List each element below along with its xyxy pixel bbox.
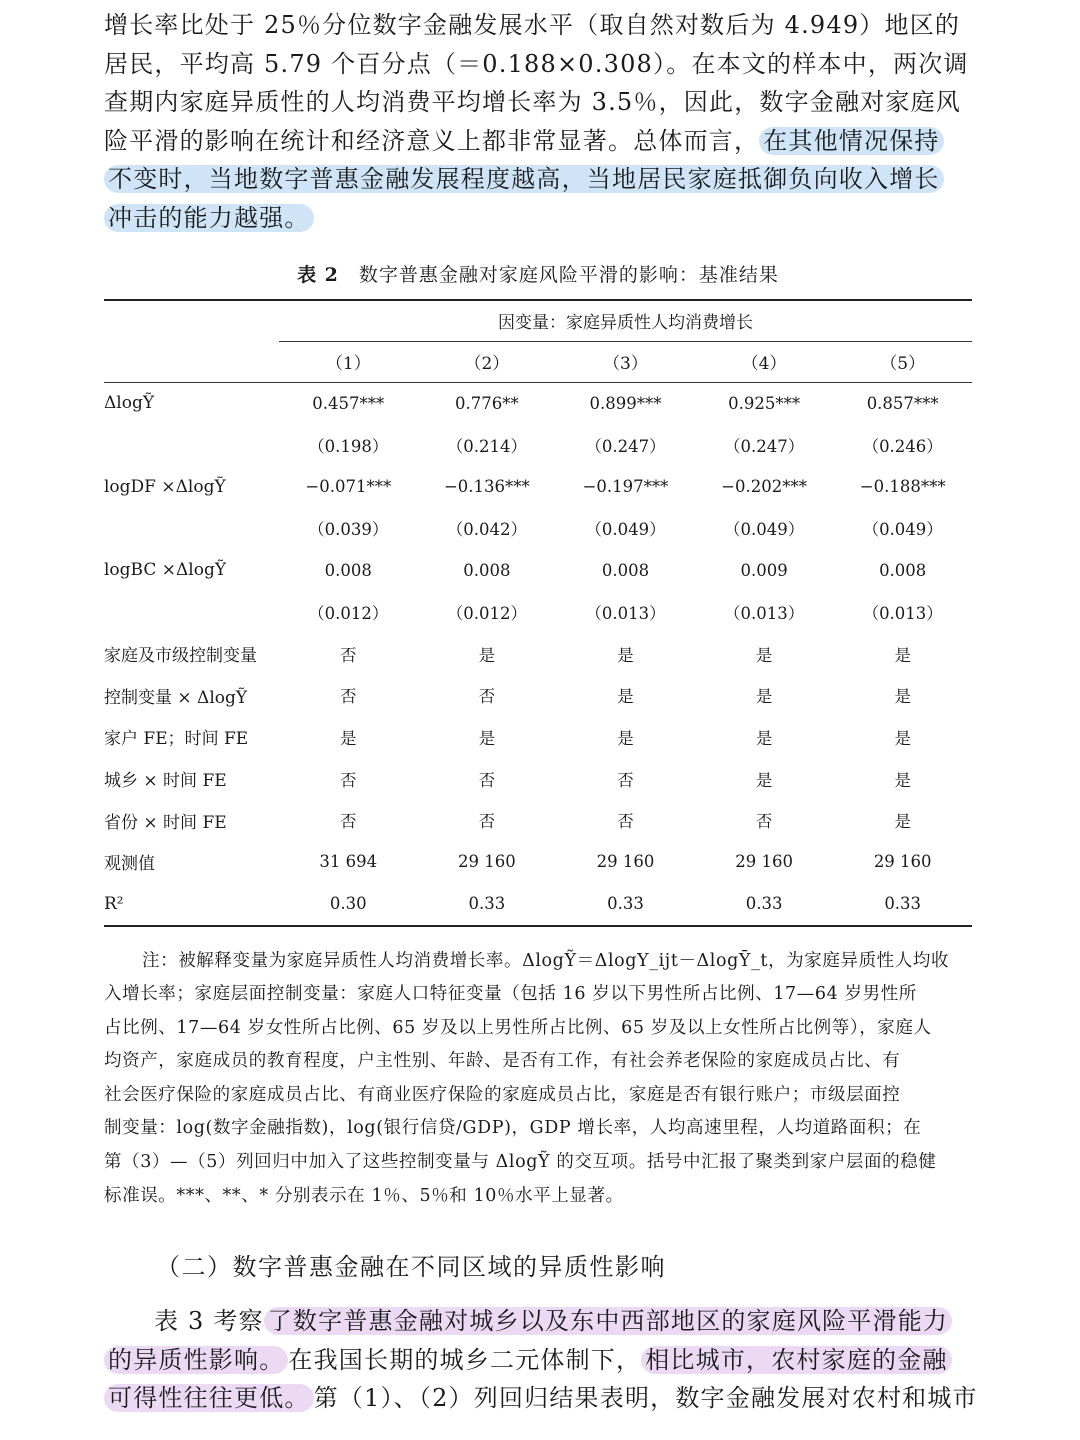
table-cell: 0.008 [879, 560, 927, 580]
table-row [104, 466, 972, 508]
table-cell: −0.071*** [305, 477, 392, 497]
text-line [104, 199, 972, 238]
body-paragraph-2 [104, 1302, 978, 1418]
table-row [104, 591, 972, 633]
table-cell: 是 [894, 645, 911, 665]
note-line: 第（3）—（5）列回归中加入了这些控制变量与 ΔlogỸ 的交互项。括号中汇报了聚类到家户层面的稳健 [104, 1152, 937, 1173]
table-cell: 0.457*** [312, 393, 385, 413]
column-header: （3） [556, 341, 695, 382]
text-line: 居民，平均高 5.79 个百分点（＝0.188×0.308）。在本文的样本中，两次调 [104, 49, 969, 78]
table-row [104, 633, 972, 675]
table-cell: 是 [617, 687, 634, 707]
column-header: （5） [833, 341, 972, 382]
regression-table [104, 299, 972, 927]
table-cell: 0.33 [745, 894, 783, 914]
table-cell: 0.899*** [589, 393, 662, 413]
table-cell: −0.202*** [721, 477, 807, 497]
table-row [104, 799, 972, 841]
row-label: 省份 × 时间 FE [104, 812, 227, 833]
table-cell: 否 [478, 770, 496, 790]
table-cell: 否 [478, 812, 496, 832]
table-cell: 是 [617, 645, 634, 665]
table-cell: （0.039） [308, 520, 389, 540]
table-row [104, 382, 972, 424]
section-heading: （二）数字普惠金融在不同区域的异质性影响 [156, 1253, 666, 1282]
text-segment: 表 3 考察 [154, 1307, 264, 1336]
table-cell: 0.009 [740, 560, 788, 580]
table-cell: 是 [894, 770, 911, 790]
table-row [104, 758, 972, 800]
table-cell: 否 [340, 645, 357, 665]
table-cell: 29 160 [735, 852, 793, 872]
table-cell: 0.33 [468, 894, 506, 914]
note-line: 制变量：log(数字金融指数)，log(银行信贷/GDP)，GDP 增长率，人均高速里程，人均道路面积；在 [104, 1118, 922, 1139]
table-cell: （0.012） [446, 603, 528, 623]
table-cell: （0.246） [862, 437, 943, 457]
text-line [104, 1302, 972, 1341]
table-cell: （0.042） [446, 520, 528, 540]
table-cell: −0.136*** [443, 477, 530, 497]
table-cell: 是 [478, 645, 496, 665]
text-line: 增长率比处于 25％分位数字金融发展水平（取自然对数后为 4.949）地区的 [104, 11, 961, 39]
table-note [104, 945, 972, 1214]
table-cell: 31 694 [319, 852, 378, 872]
highlight-purple: 了数字普惠金融对城乡以及东中西部地区的家庭风险平滑能力 [264, 1307, 952, 1335]
table-caption [104, 260, 972, 287]
table-row [104, 716, 972, 758]
row-label: logDF ×ΔlogỸ [104, 476, 226, 497]
body-paragraph-1 [104, 6, 972, 238]
row-label [104, 591, 279, 633]
row-label [104, 508, 279, 550]
table-cell: （0.013） [862, 603, 943, 623]
note-line: 标准误。***、**、* 分别表示在 1％、5％和 10％水平上显著。 [104, 1185, 624, 1206]
table-cell: 是 [894, 728, 911, 748]
highlight-blue: 不变时，当地数字普惠金融发展程度越高，当地居民家庭抵御负向收入增长 [104, 165, 944, 193]
table-label: 表 2 [297, 263, 339, 286]
column-header: （1） [279, 341, 418, 382]
highlight-purple: 的异质性影响。 [104, 1346, 288, 1374]
highlight-blue: 冲击的能力越强。 [104, 204, 314, 232]
table-cell: 29 160 [458, 852, 516, 872]
table-cell: （0.247） [585, 437, 666, 457]
table-cell: 是 [755, 770, 773, 790]
table-cell: 29 160 [596, 852, 655, 872]
note-line: 注：被解释变量为家庭异质性人均消费增长率。ΔlogỸ＝ΔlogY_ijt－ΔlogȲ_t，为家庭异质性人均收 [142, 950, 950, 971]
table-row [104, 883, 972, 926]
table-cell: 0.30 [329, 894, 367, 914]
table-cell: 0.33 [607, 894, 644, 914]
table-cell: 否 [617, 770, 634, 790]
table-cell: 0.925*** [728, 393, 801, 413]
table-cell: 否 [478, 687, 496, 707]
table-cell: （0.198） [308, 437, 389, 457]
table-header-row [104, 300, 972, 342]
table-cell: 是 [340, 728, 357, 748]
table-row [104, 424, 972, 466]
column-header: （2） [418, 341, 557, 382]
table-cell: （0.049） [585, 520, 666, 540]
text-line: 查期内家庭异质性的人均消费平均增长率为 3.5％，因此，数字金融对家庭风 [104, 88, 961, 117]
table-cell: 是 [617, 728, 634, 748]
table-cell: 是 [755, 728, 773, 748]
table-cell: 0.008 [463, 560, 511, 580]
note-line: 入增长率；家庭层面控制变量：家庭人口特征变量（包括 16 岁以下男性所占比例、17—64 岁男性所 [104, 984, 917, 1005]
row-label: 控制变量 × ΔlogỸ [104, 687, 248, 708]
table-cell: （0.049） [723, 520, 805, 540]
table-cell: （0.214） [446, 437, 528, 457]
table-cell: 否 [755, 812, 773, 832]
table-title: 数字普惠金融对家庭风险平滑的影响：基准结果 [358, 263, 779, 286]
table-cell: 0.008 [601, 560, 650, 580]
column-header: （4） [695, 341, 834, 382]
highlight-purple: 相比城市，农村家庭的金融 [641, 1346, 951, 1374]
column-header-row [104, 341, 972, 382]
note-line: 社会医疗保险的家庭成员占比、有商业医疗保险的家庭成员占比，家庭是否有银行账户；市级层面控 [104, 1084, 901, 1105]
text-segment: 第（1）、（2）列回归结果表明，数字金融发展对农村和城市 [313, 1384, 978, 1413]
table-cell: （0.013） [585, 603, 666, 623]
text-line [104, 160, 972, 199]
table-row [104, 508, 972, 550]
dependent-variable-label: 因变量：家庭异质性人均消费增长 [498, 313, 753, 334]
table-cell: −0.188*** [859, 477, 946, 497]
table-cell: 29 160 [873, 852, 932, 872]
table-cell: 是 [894, 812, 911, 832]
table-cell: 0.857*** [866, 393, 939, 413]
text-line [104, 1341, 972, 1380]
table-cell: 0.008 [324, 560, 372, 580]
row-label: 观测值 [104, 854, 155, 875]
table-cell: 否 [617, 812, 634, 832]
table-row [104, 674, 972, 716]
table-cell: （0.049） [862, 520, 943, 540]
row-label: ΔlogỸ [104, 393, 155, 414]
row-label: logBC ×ΔlogỸ [104, 560, 227, 581]
table-cell: （0.013） [723, 603, 805, 623]
table-row [104, 549, 972, 591]
row-label: 城乡 × 时间 FE [104, 771, 227, 792]
row-label: 家户 FE；时间 FE [104, 729, 249, 750]
table-cell: 是 [755, 687, 773, 707]
table-row [104, 841, 972, 883]
table-cell: 是 [755, 645, 773, 665]
paper-page [104, 6, 978, 1418]
text-segment: 险平滑的影响在统计和经济意义上都非常显著。总体而言， [104, 126, 760, 155]
table-cell: 0.776** [455, 393, 519, 413]
row-label [104, 424, 279, 466]
table-cell: 否 [340, 812, 357, 832]
text-line [104, 1379, 978, 1418]
row-label: R² [104, 893, 124, 914]
table-cell: 否 [340, 687, 357, 707]
table-cell: 否 [340, 770, 357, 790]
note-line: 均资产，家庭成员的教育程度，户主性别、年龄、是否有工作，有社会养老保险的家庭成员占比、有 [104, 1051, 901, 1072]
highlight-purple: 可得性往往更低。 [104, 1384, 314, 1412]
table-cell: −0.197*** [582, 477, 669, 497]
highlight-blue: 在其他情况保持 [759, 127, 943, 155]
table-cell: （0.247） [723, 437, 805, 457]
table-cell: 是 [894, 687, 911, 707]
table-cell: 是 [478, 728, 496, 748]
note-line: 占比例、17—64 岁女性所占比例、65 岁及以上男性所占比例、65 岁及以上女性所占比例等），家庭人 [104, 1017, 932, 1038]
table-cell: （0.012） [308, 603, 389, 623]
row-label: 家庭及市级控制变量 [104, 646, 257, 667]
text-segment: 在我国长期的城乡二元体制下， [288, 1345, 642, 1374]
table-cell: 0.33 [884, 894, 922, 914]
text-line [104, 122, 972, 161]
